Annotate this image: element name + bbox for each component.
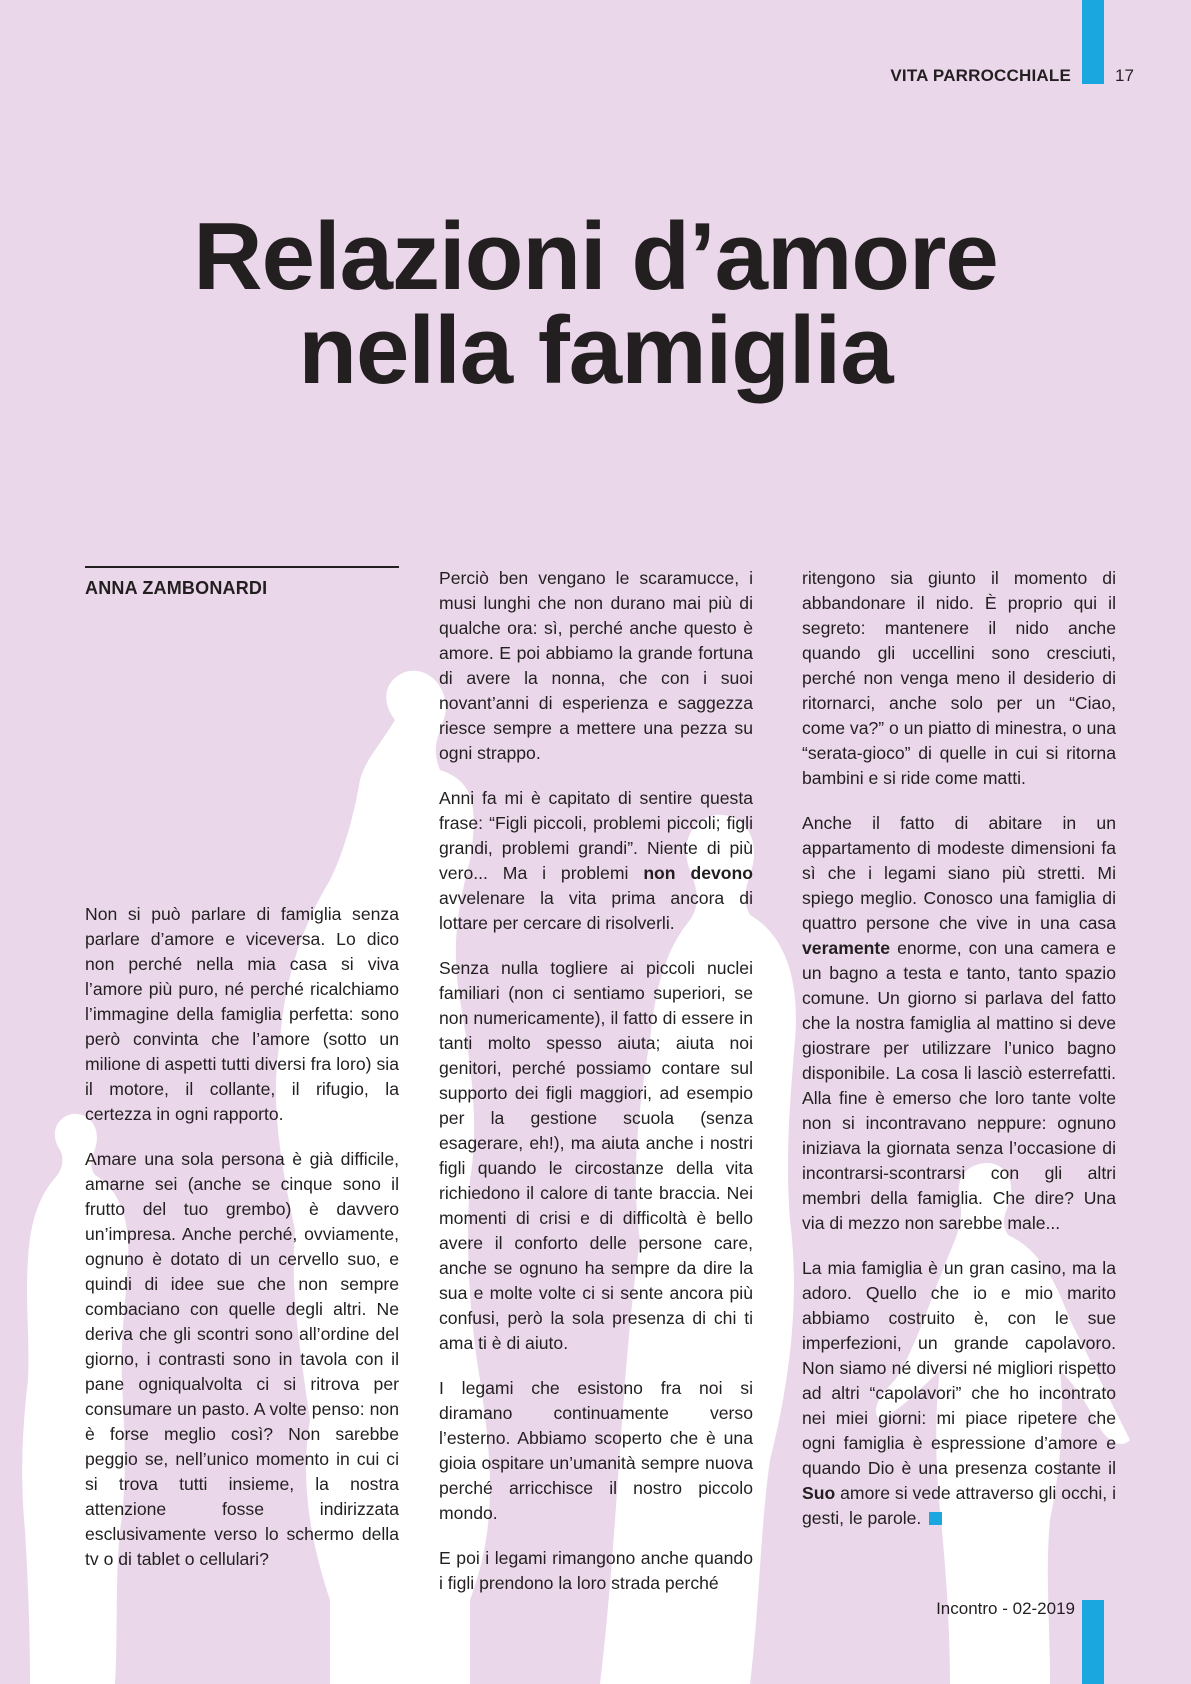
text-run: La mia famiglia è un gran casino, ma la adoro. Quello che io e mio marito abbiamo costruito è, con le sue imperfezioni, un grande capolavoro. Non siamo né diversi né migliori rispetto ad altri “capolavori” che ho incontrato nei miei giorni: mi piace ripetere che ogni famiglia è espressione d’amore e quando Dio è una presenza costante il [802, 1258, 1116, 1478]
column-2 [439, 566, 753, 1616]
article-title [0, 203, 1191, 404]
column-3 [802, 566, 1116, 1551]
text-run: avvelenare la vita prima ancora di lottare per cercare di risolverli. [439, 888, 753, 933]
bold-text: veramente [802, 938, 891, 958]
title-line-1: Relazioni d’amore [193, 203, 998, 310]
paragraph [802, 811, 1116, 1236]
text-run: Anche il fatto di abitare in un appartamento di modeste dimensioni fa sì che i legami siano più stretti. Mi spiego meglio. Conosco una famiglia di quattro persone che vive in una casa [802, 813, 1116, 933]
paragraph [802, 1256, 1116, 1531]
section-label: VITA PARROCCHIALE [890, 66, 1071, 85]
text-run: Anni fa mi è capitato di sentire questa frase: “Figli piccoli, problemi piccoli; figli grandi, problemi grandi”. Niente di più vero... Ma i problemi [439, 788, 753, 883]
text-run: amore si vede attraverso gli occhi, i gesti, le parole. [802, 1483, 1116, 1528]
paragraph: Non si può parlare di famiglia senza parlare d’amore e viceversa. Lo dico non perché nella mia casa si viva l’amore più puro, né perché ricalchiamo l’immagine della famiglia perfetta: sono però convinta che l’amore (sotto un milione di aspetti tutti diversi fra loro) sia il motore, il collante, il rifugio, la certezza in ogni rapporto. [85, 904, 399, 1124]
title-line-2: nella famiglia [298, 297, 893, 404]
author-divider [85, 566, 399, 568]
issue-footer: Incontro - 02-2019 [936, 1599, 1075, 1618]
text-run: enorme, con una camera e un bagno a testa e tanto, tanto spazio comune. Un giorno si parlava del fatto che la nostra famiglia al mattino si deve giostrare per utilizzare l’unico bagno disponibile. La cosa li lasciò esterrefatti. Alla fine è emerso che loro tante volte non si incontravano neppure: ognuno iniziava la giornata senza l’occasione di incontrarsi-scontrarsi con gli altri membri della famiglia. Che dire? Una via di mezzo non sarebbe male... [802, 938, 1116, 1233]
bold-text: non devono [643, 863, 754, 883]
paragraph: Amare una sola persona è già difficile, amarne sei (anche se cinque sono il frutto del tuo grembo) è davvero un’impresa. Anche perché, ovviamente, ognuno è dotato di un cervello suo, e quindi di idee sue che non sempre combaciano con quelle degli altri. Ne deriva che gli scontri sono all’ordine del giorno, i contrasti sono in tavola con il pane ogniqualvolta ci si ritrova per consumare un pasto. A volte penso: non è forse meglio così? Non sarebbe peggio se, nell’unico momento in cui ci si trova tutti insieme, la nostra attenzione fosse indirizzata esclusivamente verso lo schermo della tv o di tablet o cellulari? [85, 1149, 399, 1569]
end-of-article-square-icon [929, 1512, 942, 1525]
paragraph [439, 786, 753, 936]
paragraph: E poi i legami rimangono anche quando i figli prendono la loro strada perché [439, 1548, 753, 1593]
paragraph: I legami che esistono fra noi si diramano continuamente verso l’esterno. Abbiamo scoperto che è una gioia ospitare un’umanità sempre nuova perché arricchisce il nostro piccolo mondo. [439, 1378, 753, 1523]
paragraph: ritengono sia giunto il momento di abbandonare il nido. È proprio qui il segreto: mantenere il nido anche quando gli uccellini sono cresciuti, perché non venga meno il desiderio di ritornarci, anche solo per un “Ciao, come va?” o un piatto di minestra, o una “serata-gioco” di quelle in cui si ritorna bambini e si ride come matti. [802, 568, 1116, 788]
column-1 [85, 902, 399, 1592]
bold-text: Suo [802, 1483, 836, 1503]
paragraph: Senza nulla togliere ai piccoli nuclei familiari (non ci sentiamo superiori, se non numericamente), il fatto di essere in tanti molto spesso aiuta; aiuta noi genitori, perché possiamo contare sul supporto dei figli maggiori, ad esempio per la gestione scuola (senza esagerare, eh!), ma aiuta anche i nostri figli quando le circostanze della vita richiedono il calore di tante braccia. Nei momenti di crisi e di difficoltà è bello avere il conforto delle persone care, anche se ognuno ha sempre da dire la sua e molte volte ci si sente ancora più confusi, però la sola presenza di chi ti ama ti è di aiuto. [439, 958, 753, 1353]
page-number: 17 [1115, 66, 1134, 85]
accent-bar-top [1082, 0, 1104, 84]
accent-bar-bottom [1082, 1600, 1104, 1684]
paragraph: Perciò ben vengano le scaramucce, i musi lunghi che non durano mai più di qualche ora: sì, perché anche questo è amore. E poi abbiamo la grande fortuna di avere la nonna, che con i suoi novant’anni di esperienza e saggezza riesce sempre a mettere una pezza su ogni strappo. [439, 568, 753, 763]
author-name: ANNA ZAMBONARDI [85, 578, 268, 598]
